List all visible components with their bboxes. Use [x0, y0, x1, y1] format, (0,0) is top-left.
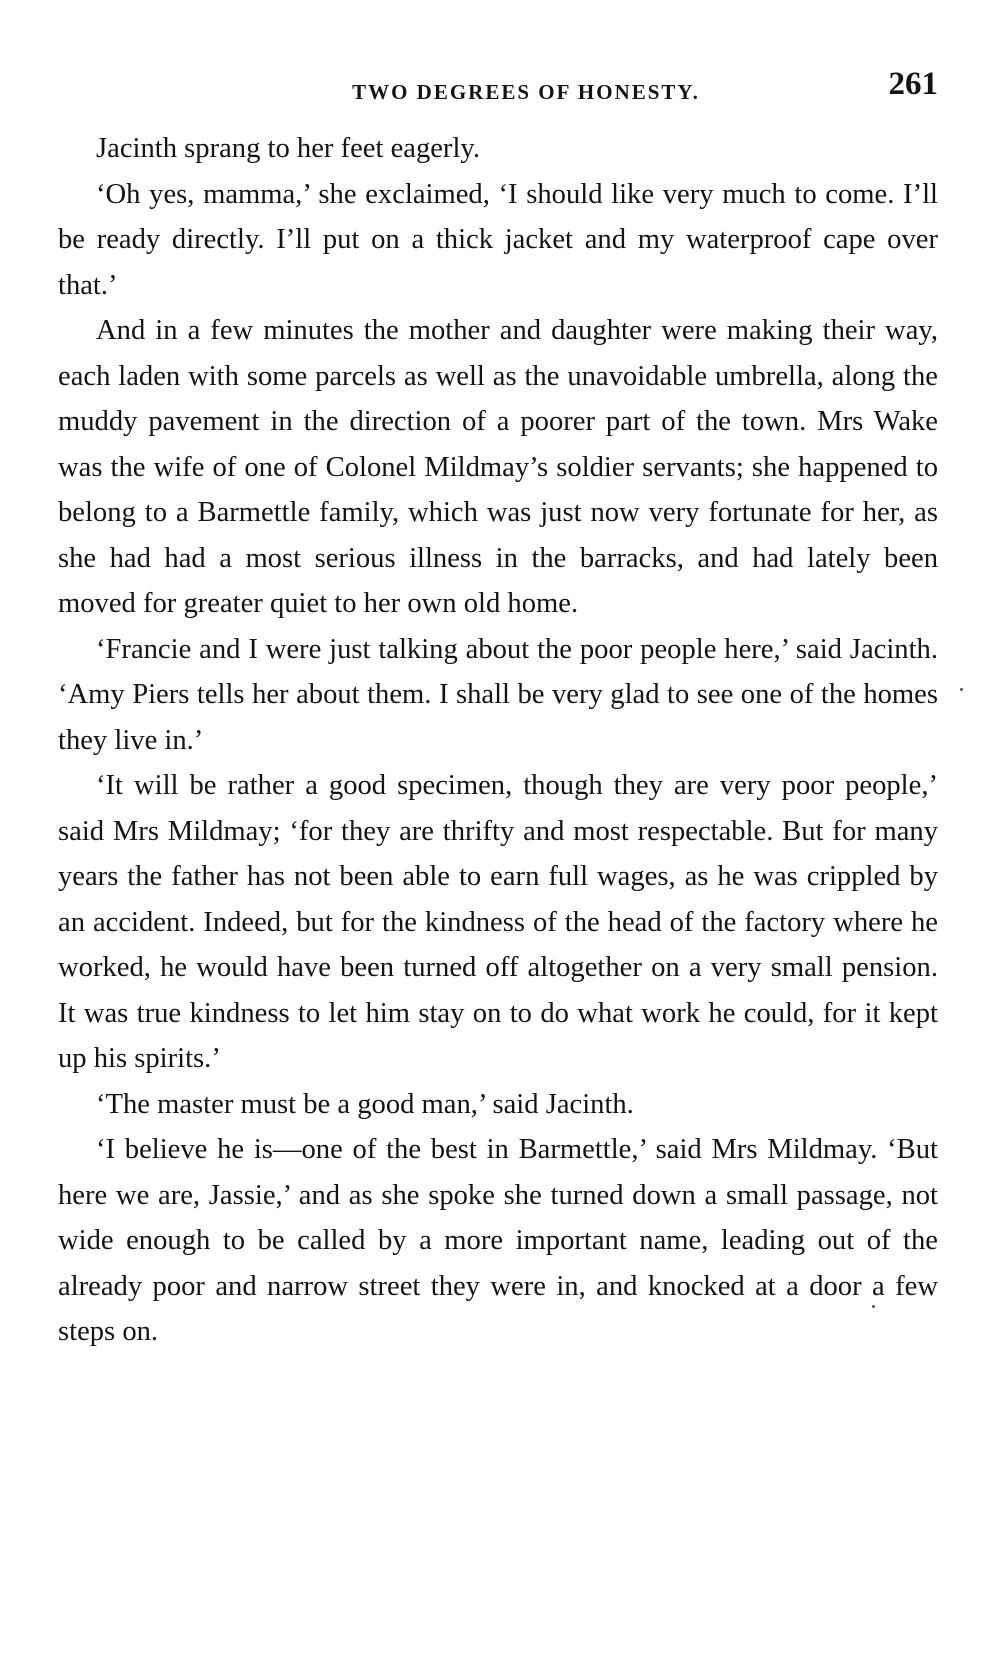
paragraph: ‘The master must be a good man,’ said Jacinth. — [96, 1088, 634, 1120]
paragraph: Jacinth sprang to her feet eagerly. — [96, 133, 480, 164]
page-number: 261 — [888, 66, 938, 102]
paragraph: ‘It will be rather a good specimen, though they are very poor people,’ said Mrs Mildmay; ‘for they are thrifty and most respectable. But for many years the father has not been able to earn full wages, as he was crippled by an accident. Indeed, but for the kindness of the head of the factory where he worked, he would have been turned off altogether on a very small pension. It was true kindness to let him stay on to do what work he could, for it kept up his spirits.’ — [58, 770, 938, 1074]
paragraph: ‘I believe he is—one of the best in Barmettle,’ said Mrs Mildmay. ‘But here we are, Jassie,’ and as she spoke she turned down a small passage, not wide enough to be called by a more important name, leading out of the already poor and narrow street they were in, and knocked at a door a few steps on. — [58, 1134, 938, 1347]
running-title: TWO DEGREES OF HONESTY. — [352, 80, 700, 104]
paragraph: ‘Francie and I were just talking about the poor people here,’ said Jacinth. ‘Amy Piers tells her about them. I shall be very glad to see one of the homes they live in.’ — [58, 633, 938, 756]
paragraph: And in a few minutes the mother and daughter were making their way, each laden with some parcels as well as the unavoidable umbrella, along the muddy pavement in the direction of a poorer part of the town. Mrs Wake was the wife of one of Colonel Mildmay’s soldier servants; she happened to belong to a Barmettle family, which was just now very fortunate for her, as she had had a most serious illness in the barracks, and had lately been moved for greater quiet to her own old home. — [58, 315, 938, 619]
paper-speck — [872, 1305, 875, 1308]
body-text — [58, 126, 938, 1355]
running-header — [58, 62, 938, 108]
paper-speck — [960, 688, 963, 691]
paragraph: ‘Oh yes, mamma,’ she exclaimed, ‘I should like very much to come. I’ll be ready directly. I’ll put on a thick jacket and my waterproof cape over that.’ — [58, 178, 938, 301]
book-page — [58, 62, 938, 1355]
